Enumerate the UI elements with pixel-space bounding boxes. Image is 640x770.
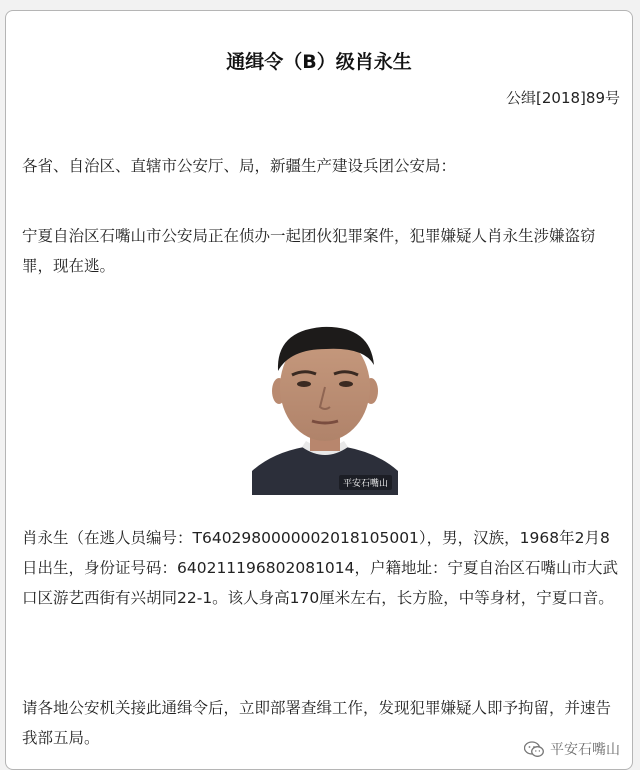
request-paragraph: 请各地公安机关接此通缉令后，立即部署查缉工作，发现犯罪嫌疑人即予拘留，并速告我部五局。 [22,699,612,747]
suspect-portrait-icon [252,313,398,495]
watermark-text: 平安石嘴山 [550,742,620,758]
addressee-paragraph: 各省、自治区、直辖市公安厅、局，新疆生产建设兵团公安局： [22,157,457,175]
notice-title: 通缉令（B）级肖永生 [226,51,412,73]
notice-card [5,10,633,770]
photo-watermark: 平安石嘴山 [339,475,392,490]
suspect-photo [252,313,398,495]
case-intro-paragraph: 宁夏自治区石嘴山市公安局正在侦办一起团伙犯罪案件，犯罪嫌疑人肖永生涉嫌盗窃罪，现在逃。 [22,227,596,275]
suspect-details-paragraph: 肖永生（在逃人员编号：T6402980000002018105001），男，汉族，1968年2月8日出生，身份证号码：640211196802081014，户籍地址：宁夏自治区石嘴山市大武口区游艺西街有兴胡同22-1。该人身高170厘米左右，长方脸，中等身材，宁夏口音。 [22,529,619,607]
document-number: 公缉[2018]89号 [506,89,620,107]
account-watermark [524,739,620,759]
wechat-icon [524,741,544,758]
